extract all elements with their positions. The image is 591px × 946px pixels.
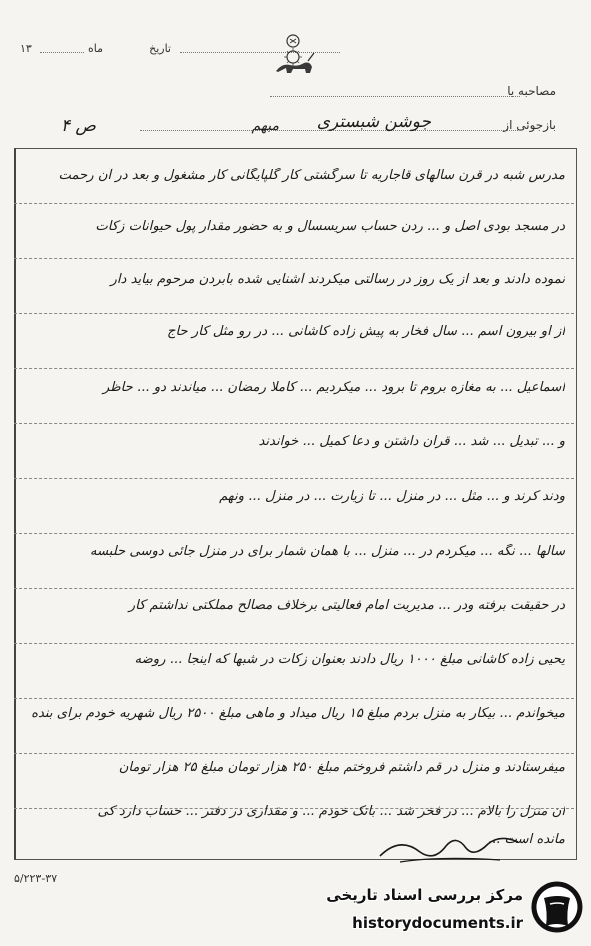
handwritten-side-note: مبهم (251, 118, 279, 134)
handwritten-line: مانده است ... (487, 832, 565, 847)
ruled-line (14, 533, 574, 534)
interrogation-of-label: بازجوئی از (503, 118, 556, 132)
ruled-line (14, 423, 574, 424)
ruled-line (14, 368, 574, 369)
handwritten-line: در مسجد بودی اصل و ... ردن حساب سریسسال و به حضور مقدار پول حیوانات زکات (95, 219, 565, 234)
handwritten-signature (370, 828, 530, 868)
handwritten-line: میخواندم ... بیکار به منزل بردم مبلغ ۱۵ ریال میداد و ماهی مبلغ ۲۵۰۰ ریال شهریه خودم برای بنده (31, 706, 565, 721)
handwritten-line: میفرستادند و منزل در قم داشتم فروختم مبلغ ۲۵۰ هزار تومان مبلغ ۲۵ هزار تومان (118, 760, 565, 775)
watermark-title: مرکز بررسی اسناد تاریخی (326, 886, 523, 904)
handwritten-line: اسماعیل ... به مغازه بروم تا برود ... میکردیم ... کاملا رمضان ... میاندند دو ... حاظر (102, 380, 565, 395)
watermark-url: historydocuments.ir (352, 914, 523, 932)
month-label: ماه (88, 42, 104, 55)
handwritten-line: یحیی زاده کاشانی مبلغ ۱۰۰۰ ریال دادند بعنوان زکات در شبها که اینجا ... روضه (134, 652, 565, 667)
ruled-line (14, 698, 574, 699)
archive-logo-icon (530, 880, 584, 938)
interviewee-name: جوشن شبستری (316, 112, 431, 132)
document-reference-number: ۵/۲۲۳-۳۷ (14, 872, 58, 885)
handwritten-line: از او بیرون اسم ... سال فخار به پیش زاده کاشانی ... در رو مثل کار حاج (166, 324, 565, 339)
date-label: تاریخ (149, 42, 171, 55)
handwritten-line: ودند کرند و ... مثل ... در منزل ... تا زیارت ... در منزل ... ونهم (219, 489, 565, 504)
ruled-line (14, 588, 574, 589)
handwritten-line: آن منزل را بالام ... در فخر شد ... باتک خودم ... و مقداری در دفتر ... حساب دارد کی (97, 804, 565, 819)
interview-with-label: مصاحبه با (507, 84, 556, 98)
ruled-line (14, 313, 574, 314)
ruled-line (14, 753, 574, 754)
year-label: ۱۳ (20, 42, 32, 55)
page-number-mark: ص ۴ (60, 116, 96, 136)
ruled-line (14, 478, 574, 479)
ruled-line (14, 643, 574, 644)
ruled-line (14, 258, 574, 259)
interview-dotted-line (270, 96, 520, 97)
handwritten-line: نموده دادند و بعد از یک روز در رسالتی میکردند آشنایی شده بابردن مرحوم بیاید دار (110, 272, 565, 287)
lion-and-sun-emblem-icon (268, 33, 318, 79)
month-dotted-line (40, 52, 84, 53)
handwritten-line: و ... تبدیل ... شد ... قران داشتن و دعا کمیل ... خواندند (258, 434, 565, 449)
handwritten-line: مدرس شبه در قرن سالهای قاجاریه تا سرگشتی کار گلپایگانی کار مشغول و بعد در آن رحمت (58, 168, 565, 183)
ruled-line (14, 203, 574, 204)
handwritten-line: سالها ... نگه ... میکردم در ... منزل ... با همان شمار برای در منزل جائی دوسی حلبسه (89, 544, 565, 559)
handwritten-line: در حقیقت برفته ودر ... مدیریت امام فعالیتی برخلاف مصالح مملکتی نداشتم کار (128, 598, 565, 613)
